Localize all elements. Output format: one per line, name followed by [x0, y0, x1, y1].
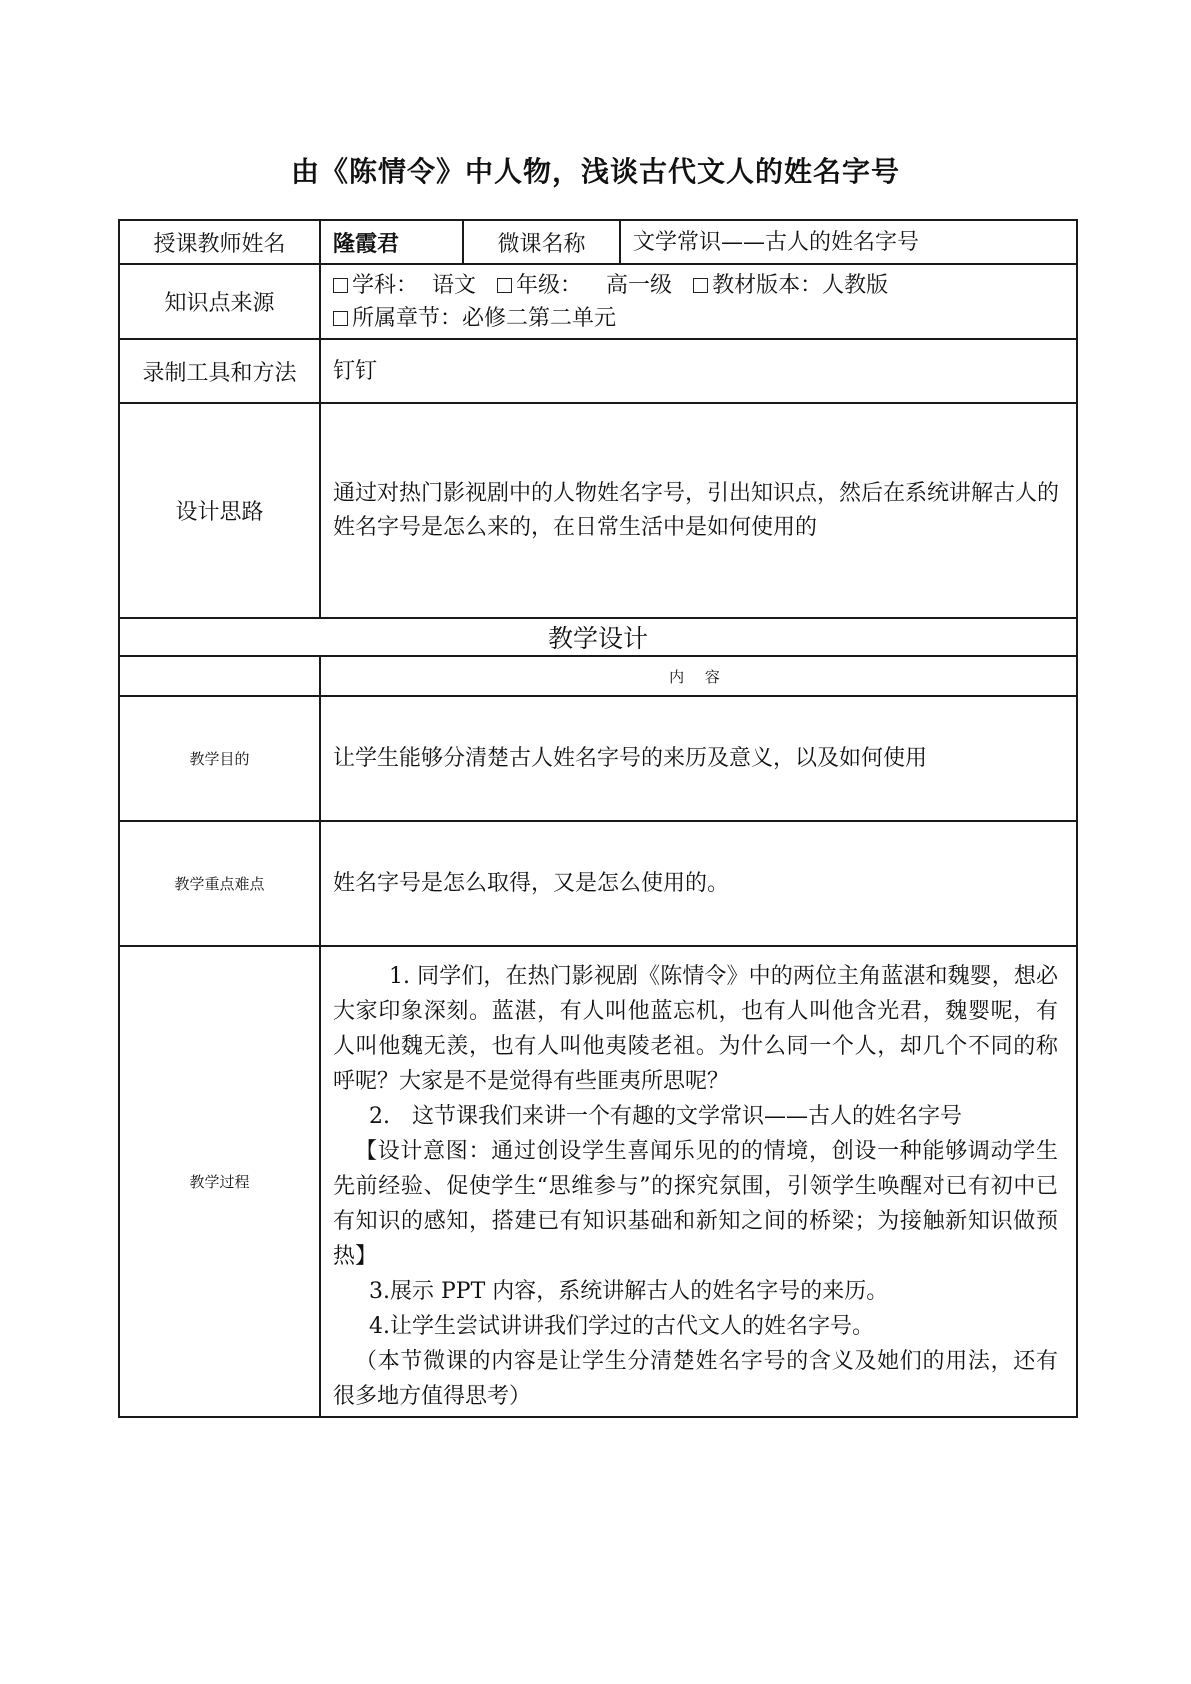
content-header-row — [119, 656, 1077, 696]
goal-label: 教学目的 — [119, 696, 320, 821]
tools-row — [119, 339, 1077, 403]
knowledge-label: 知识点来源 — [119, 264, 320, 339]
grade-label: 年级： — [516, 272, 583, 298]
process-step-1: 1. 同学们，在热门影视剧《陈情令》中的两位主角蓝湛和魏婴，想必大家印象深刻。蓝湛，有人叫他蓝忘机，也有人叫他含光君，魏婴呢，有人叫他魏无羡，也有人叫他夷陵老祖。为什么同一个人，却几个不同的称呼呢？大家是不是觉得有些匪夷所思呢？ — [333, 964, 1058, 1094]
lesson-plan-table — [118, 219, 1078, 1418]
design-idea-value: 通过对热门影视剧中的人物姓名字号，引出知识点，然后在系统讲解古人的姓名字号是怎么来的，在日常生活中是如何使用的 — [320, 403, 1077, 618]
process-content — [320, 946, 1077, 1417]
knowledge-row — [119, 264, 1077, 339]
document-title: 由《陈情令》中人物，浅谈古代文人的姓名字号 — [290, 155, 900, 188]
teacher-name: 隆霞君 — [320, 220, 463, 264]
chapter-value: 必修二第二单元 — [462, 305, 617, 331]
knowledge-line-1 — [333, 269, 1076, 302]
process-label: 教学过程 — [119, 946, 320, 1417]
teaching-design-heading: 教学设计 — [119, 618, 1077, 656]
subject-checkbox[interactable] — [333, 278, 348, 293]
design-idea-label: 设计思路 — [119, 403, 320, 618]
process-step-4: 4.让学生尝试讲讲我们学过的古代文人的姓名字号。 — [369, 1314, 874, 1339]
teaching-design-row — [119, 618, 1077, 656]
chapter-checkbox[interactable] — [333, 311, 348, 326]
chapter-label: 所属章节： — [352, 305, 463, 331]
process-row — [119, 946, 1077, 1417]
edition-checkbox[interactable] — [693, 278, 708, 293]
tools-label: 录制工具和方法 — [119, 339, 320, 403]
grade-checkbox[interactable] — [497, 278, 512, 293]
goal-row — [119, 696, 1077, 821]
subject-value: 语文 — [432, 272, 477, 298]
knowledge-source — [320, 264, 1077, 339]
process-step-3: 3.展示 PPT 内容，系统讲解古人的姓名字号的来历。 — [369, 1279, 889, 1304]
process-step-2: 2. 这节课我们来讲一个有趣的文学常识——古人的姓名字号 — [369, 1104, 962, 1129]
knowledge-line-2 — [333, 302, 1076, 335]
tools-value: 钉钉 — [320, 339, 1077, 403]
teacher-row — [119, 220, 1077, 264]
key-points-label: 教学重点难点 — [119, 821, 320, 946]
edition-label: 教材版本： — [712, 272, 823, 298]
content-header: 内 容 — [320, 656, 1077, 696]
course-label: 微课名称 — [463, 220, 620, 264]
course-name: 文学常识——古人的姓名字号 — [620, 220, 1077, 264]
key-points-value: 姓名字号是怎么取得，又是怎么使用的。 — [320, 821, 1077, 946]
key-points-row — [119, 821, 1077, 946]
goal-value: 让学生能够分清楚古人姓名字号的来历及意义，以及如何使用 — [320, 696, 1077, 821]
edition-value: 人教版 — [822, 272, 889, 298]
design-idea-row — [119, 403, 1077, 618]
teacher-label: 授课教师姓名 — [119, 220, 320, 264]
grade-value: 高一级 — [606, 272, 673, 298]
subject-label: 学科： — [352, 272, 419, 298]
process-note: （本节微课的内容是让学生分清楚姓名字号的含义及她们的用法，还有很多地方值得思考） — [333, 1349, 1058, 1409]
process-design-intent: 【设计意图：通过创设学生喜闻乐见的的情境，创设一种能够调动学生先前经验、促使学生“思维参与”的探究氛围，引领学生唤醒对已有初中已有知识的感知，搭建已有知识基础和新知之间的桥梁；为接触新知识做预热】 — [333, 1139, 1058, 1269]
content-header-blank — [119, 656, 320, 696]
